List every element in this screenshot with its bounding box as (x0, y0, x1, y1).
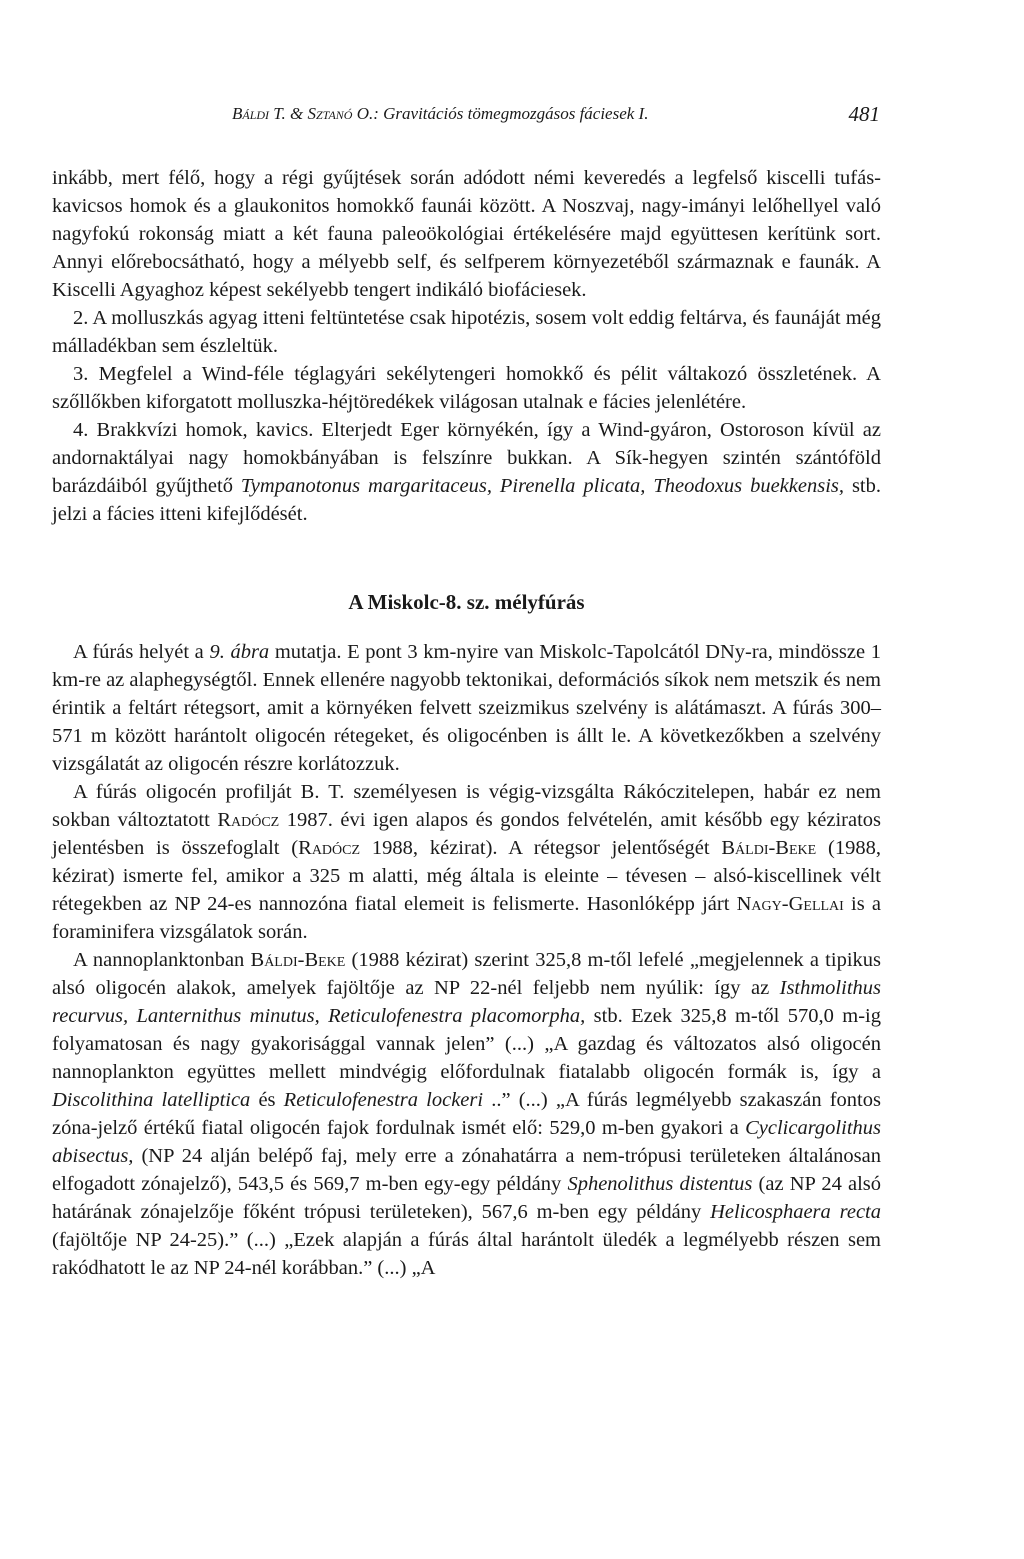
body-text (52, 164, 881, 1282)
paragraph-1-text: inkább, mert félő, hogy a régi gyűjtések során adódott némi keveredés a legfelső kiscelli tufás-kavicsos homok és a glaukonitos homokkő faunái között. A Noszvaj, nagy-imányi lelőhellyel való nagyfokú rokonság miatt a két fauna paleoökológiai értékelésére majd együttesen kerítünk sort. Annyi előrebocsátható, hogy a mélyebb self, és selfperem környezetéből származnak e faunák. A Kiscelli Agyaghoz képest sekélyebb tengert indikáló biofáciesek. (52, 167, 881, 301)
author-citation: Báldi-Beke (721, 837, 817, 859)
paragraph-7-text-5: ..” (...) „A fúrás legmélyebb szakaszán fontos zóna-jelző értékű fiatal oligocén fajok fordulnak ismét elő: 529,0 m-ben gyakori a (52, 1089, 881, 1139)
paragraph-2 (52, 304, 881, 360)
paragraph-2-text: 2. A molluszkás agyag itteni feltüntetése csak hipotézis, sosem volt eddig feltárva, és faunáját még málladékban sem észleltük. (52, 307, 881, 357)
paragraph-7-text-7: (az NP 24 alsó határának zónajelzője főként trópusi területeken), 567,6 m-ben egy példány (52, 1173, 882, 1223)
paragraph-3 (52, 360, 881, 416)
paragraph-7-text-3: stb. Ezek 325,8 m-től 570,0 m-ig folyamatosan és nagy gyakorisággal vannak jelen” (...) „A gazdag és változatos alsó oligocén nannoplankton együttes mellett mindvégig előfordulnak fiatalabb oligocén formák is, így a (52, 1005, 881, 1083)
figure-reference: 9. ábra (209, 641, 270, 663)
author-citation: Radócz (298, 837, 361, 859)
species-name: Helicosphaera recta (710, 1201, 881, 1223)
running-head-ampersand: & (285, 104, 308, 123)
running-head-author-1: Báldi T. (232, 104, 286, 123)
species-name: Discolithina latelliptica (52, 1089, 251, 1111)
section-heading: A Miskolc-8. sz. mélyfúrás (348, 590, 585, 614)
paragraph-1 (52, 164, 881, 304)
paragraph-6-text-5: is a foraminifera vizsgálatok során. (52, 893, 881, 943)
paragraph-7-text-8: (fajöltője NP 24-25).” (...) „Ezek alapján a fúrás által harántolt üledék a legmélyebb részen sem rakódhatott le az NP 24-nél korábban.” (...) „A (52, 1229, 881, 1279)
paragraph-6-text-4: (1988, kézirat) ismerte fel, amikor a 325 m alatti, még általa is eleinte – tévesen – alsó-kiscellinek vélt rétegekben az NP 24-es nannozóna fiatal elemeit is felismerte. Hasonlóképp járt (52, 837, 881, 915)
paragraph-5-text-end: mutatja. E pont 3 km-nyire van Miskolc-Tapolcától DNy-ra, mindössze 1 km-re az alaphegységtől. Ennek ellenére nagyobb tektonikai, deformációs síkok nem metszik és nem érintik a feltárt rétegsort, amit a környéken felvett szeizmikus szelvény is alátámaszt. A fúrás 300–571 m között harántolt oligocén rétegeket, és oligocénben is állt le. A következőkben a szelvény vizsgálatát az oligocén részre korlátozzuk. (52, 641, 881, 775)
paragraph-7-text: A nannoplanktonban (73, 949, 251, 971)
running-head-author-2: Sztanó O. (307, 104, 374, 123)
species-names: Tympanotonus margaritaceus, Pirenella plicata, Theodoxus buekkensis, (240, 475, 845, 497)
paragraph-4-text-end: stb. jelzi a fácies itteni kifejlődését. (52, 475, 881, 525)
paragraph-6-text-3: 1988, kézirat). A rétegsor jelentőségét (360, 837, 722, 859)
page-number: 481 (848, 102, 880, 126)
author-citation: Nagy-Gellai (736, 893, 844, 915)
paragraph-5-text: A fúrás helyét a (73, 641, 210, 663)
paragraph-4 (52, 416, 881, 528)
paragraph-7-text-2: (1988 kézirat) szerint 325,8 m-től lefelé „megjelennek a tipikus alsó oligocén alakok, amelyek fajöltője az NP 22-nél feljebb nem nyúlik: így az (52, 949, 881, 999)
paragraph-6 (52, 778, 881, 946)
species-name: Sphenolithus distentus (567, 1173, 753, 1195)
paragraph-7-text-6: (NP 24 alján belépő faj, mely erre a zónahatárra a nem-trópusi területeken általánosan elfogadott zónajelző), 543,5 és 569,7 m-ben egy-egy példány (52, 1145, 881, 1195)
author-citation: Báldi-Beke (250, 949, 346, 971)
paragraph-7-text-4: és (250, 1089, 284, 1111)
running-head-title: : Gravitációs tömegmozgásos fáciesek I. (373, 104, 649, 123)
paragraph-3-text: 3. Megfelel a Wind-féle téglagyári sekélytengeri homokkő és pélit váltakozó összletének. A szőllőkben kiforgatott molluszka-héjtöredékek világosan utalnak e fácies jelenlétére. (52, 363, 881, 413)
paragraph-6-text: A fúrás oligocén profilját B. T. személyesen is végig-vizsgálta Rákóczitelepen, habár ez nem sokban változtatott (52, 781, 881, 831)
paragraph-6-text-2: 1987. évi igen alapos és gondos felvételén, amit később egy kéziratos jelentésben is összefoglalt ( (52, 809, 882, 859)
species-names: Isthmolithus recurvus, Lanternithus minutus, Reticulofenestra placomorpha, (52, 977, 881, 1027)
species-name: Reticulofenestra lockeri (283, 1089, 484, 1111)
species-name: Cyclicargolithus abisectus, (52, 1117, 881, 1167)
paragraph-4-text: 4. Brakkvízi homok, kavics. Elterjedt Eger környékén, így a Wind-gyáron, Ostoroson kívül az andornaktályai nagy homokbányában is felszínre bukkan. A Sík-hegyen szintén szántóföld barázdáiból gyűjthető (52, 419, 881, 497)
paragraph-5 (52, 638, 881, 778)
paragraph-7 (52, 946, 881, 1282)
author-citation: Radócz (217, 809, 280, 831)
running-head (232, 102, 880, 126)
